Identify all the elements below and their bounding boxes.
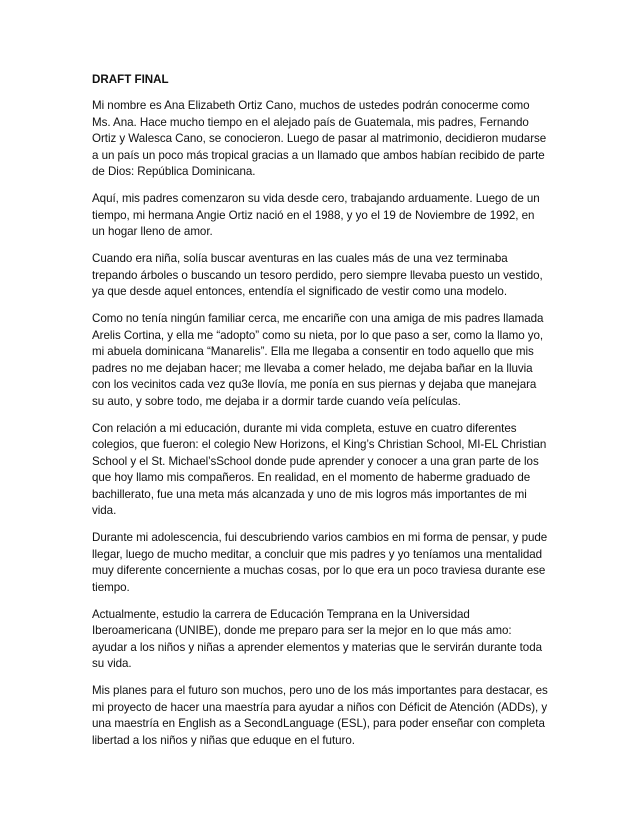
document-title: DRAFT FINAL (92, 73, 169, 86)
paragraph-intro: Mi nombre es Ana Elizabeth Ortiz Cano, muchos de ustedes podrán conocerme como Ms. Ana. Hace mucho tiempo en el alejado país de Guatemala, mis padres, Fernando Ortiz y Walesca Cano, se conocieron. Luego de pasar al matrimonio, decidieron mudarse a un país un poco más tropical gracias a un llamado que ambos habían recibido de parte de Dios: República Dominicana. (92, 99, 547, 178)
paragraph-family: Aquí, mis padres comenzaron su vida desde cero, trabajando arduamente. Luego de un tiempo, mi hermana Angie Ortiz nació en el 1988, y yo el 19 de Noviembre de 1992, en un hogar lleno de amor. (92, 192, 540, 238)
paragraph-current-studies: Actualmente, estudio la carrera de Educación Temprana en la Universidad Iberoamericana (UNIBE), donde me preparo para ser la mejor en lo que más amo: ayudar a los niños y niñas a aprender elementos y materias que le servirán durante toda su vida. (92, 607, 543, 670)
document-page (92, 72, 548, 760)
paragraph-adolescence: Durante mi adolescencia, fui descubriendo varios cambios en mi forma de pensar, y pude llegar, luego de mucho meditar, a concluir que mis padres y yo teníamos una mentalidad muy diferente concerniente a muchas cosas, por lo que era un poco traviesa durante ese tiempo. (92, 531, 548, 594)
paragraph-future-plans: Mis planes para el futuro son muchos, pero uno de los más importantes para destacar, es mi proyecto de hacer una maestría para ayudar a niños con Déficit de Atención (ADDs), y una maestría en English as a SecondLanguage (ESL), para poder enseñar con completa libertad a los niños y niñas que eduque en el futuro. (92, 684, 548, 747)
paragraph-grandmother: Como no tenía ningún familiar cerca, me encariñe con una amiga de mis padres llamada Arelis Cortina, y ella me “adopto” como su nieta, por lo que paso a ser, como la llamo yo, mi abuela dominicana “Manarelis”. Ella me llegaba a consentir en todo aquello que mis padres no me dejaban hacer; me llevaba a comer helado, me dejaba bañar en la lluvia con los vecinitos cada vez qu3e llovía, me ponía en sus piernas y dejaba que manejara su auto, y sobre todo, me dejaba ir a dormir tarde cuando veía películas. (92, 312, 544, 408)
paragraph-childhood: Cuando era niña, solía buscar aventuras en las cuales más de una vez terminaba trepando árboles o buscando un tesoro perdido, pero siempre llevaba puesto un vestido, ya que desde aquel entonces, entendía el significado de vestir como una modelo. (92, 252, 543, 298)
paragraph-education: Con relación a mi educación, durante mi vida completa, estuve en cuatro diferentes colegios, que fueron: el colegio New Horizons, el King’s Christian School, MI-EL Christian School y el St. Michael’sSchool donde pude aprender y conocer a una gran parte de los que hoy llamo mis compañeros. En realidad, en el momento de haberme graduado de bachillerato, fue una meta más alcanzada y uno de mis logros más importantes de mi vida. (92, 421, 547, 517)
